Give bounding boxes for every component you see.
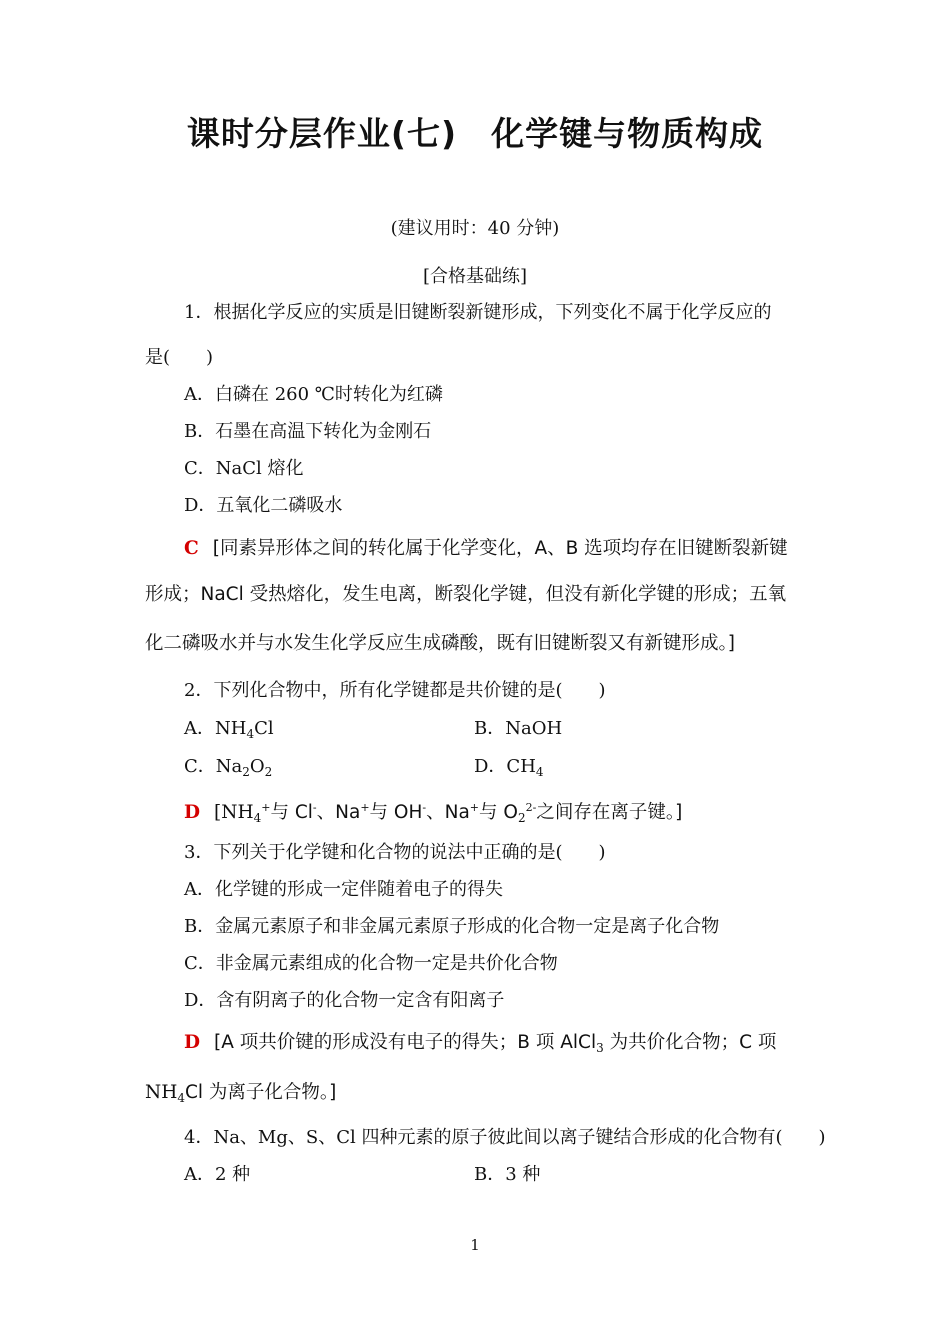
page-number: 1 bbox=[470, 1236, 480, 1254]
q3-option-c: C．非金属元素组成的化合物一定是共价化合物 bbox=[184, 953, 558, 974]
q4-option-b: B．3 种 bbox=[474, 1164, 541, 1185]
q2-answer-letter: D bbox=[184, 802, 201, 823]
q1-answer-line2: 形成；NaCl 受热熔化，发生电离，断裂化学键，但没有新化学键的形成；五氧 bbox=[145, 584, 787, 605]
q1-option-d: D．五氧化二磷吸水 bbox=[184, 495, 343, 516]
q1-option-a: A．白磷在 260 ℃时转化为红磷 bbox=[184, 384, 443, 405]
page-title: 课时分层作业(七) 化学键与物质构成 bbox=[186, 114, 764, 153]
q1-option-c: C．NaCl 熔化 bbox=[184, 458, 304, 479]
q4-stem: 4．Na、Mg、S、Cl 四种元素的原子彼此间以离子键结合形成的化合物有( ) bbox=[184, 1127, 826, 1148]
time-hint: (建议用时：40 分钟) bbox=[390, 218, 560, 239]
q1-stem-line1: 1．根据化学反应的实质是旧键断裂新键形成，下列变化不属于化学反应的 bbox=[184, 302, 772, 323]
q2-option-c: C．$Na_2O_2$ bbox=[184, 756, 273, 779]
q1-answer-line1 bbox=[184, 537, 788, 561]
q3-stem: 3．下列关于化学键和化合物的说法中正确的是( ) bbox=[184, 842, 606, 863]
q2-stem: 2．下列化合物中，所有化学键都是共价键的是( ) bbox=[184, 680, 606, 701]
q2-option-a: A．$NH_4Cl$ bbox=[184, 718, 274, 741]
q3-option-b: B．金属元素原子和非金属元素原子形成的化合物一定是离子化合物 bbox=[184, 916, 720, 937]
q1-answer-letter: C bbox=[184, 538, 199, 559]
q2-option-d: D．$CH_4$ bbox=[474, 756, 544, 779]
q3-answer-line1: D [A 项共价键的形成没有电子的得失；B 项 AlCl$_3$ 为共价化合物；C 项 bbox=[184, 1032, 777, 1055]
q3-answer-letter: D bbox=[184, 1032, 201, 1053]
q1-answer-line3: 化二磷吸水并与水发生化学反应生成磷酸，既有旧键断裂又有新键形成。] bbox=[145, 633, 735, 654]
q1-stem-line2: 是( ) bbox=[145, 347, 214, 368]
q3-option-d: D．含有阴离子的化合物一定含有阳离子 bbox=[184, 990, 505, 1011]
q1-option-b: B．石墨在高温下转化为金刚石 bbox=[184, 421, 432, 442]
q3-option-a: A．化学键的形成一定伴随着电子的得失 bbox=[184, 879, 503, 900]
q1-explanation-1: [同素异形体之间的转化属于化学变化，A、B 选项均存在旧键断裂新键 bbox=[212, 538, 788, 559]
q3-answer-line2: $NH_4Cl$ 为离子化合物。] bbox=[145, 1082, 337, 1105]
q2-answer: D [$NH_4^+$与 Cl-、Na+与 OH-、Na+与 $O_2^{2-}$之间存在离子键。] bbox=[184, 801, 683, 825]
q4-option-a: A．2 种 bbox=[184, 1164, 251, 1185]
q2-option-b: B．NaOH bbox=[474, 718, 563, 739]
section-heading: [合格基础练] bbox=[422, 266, 528, 287]
